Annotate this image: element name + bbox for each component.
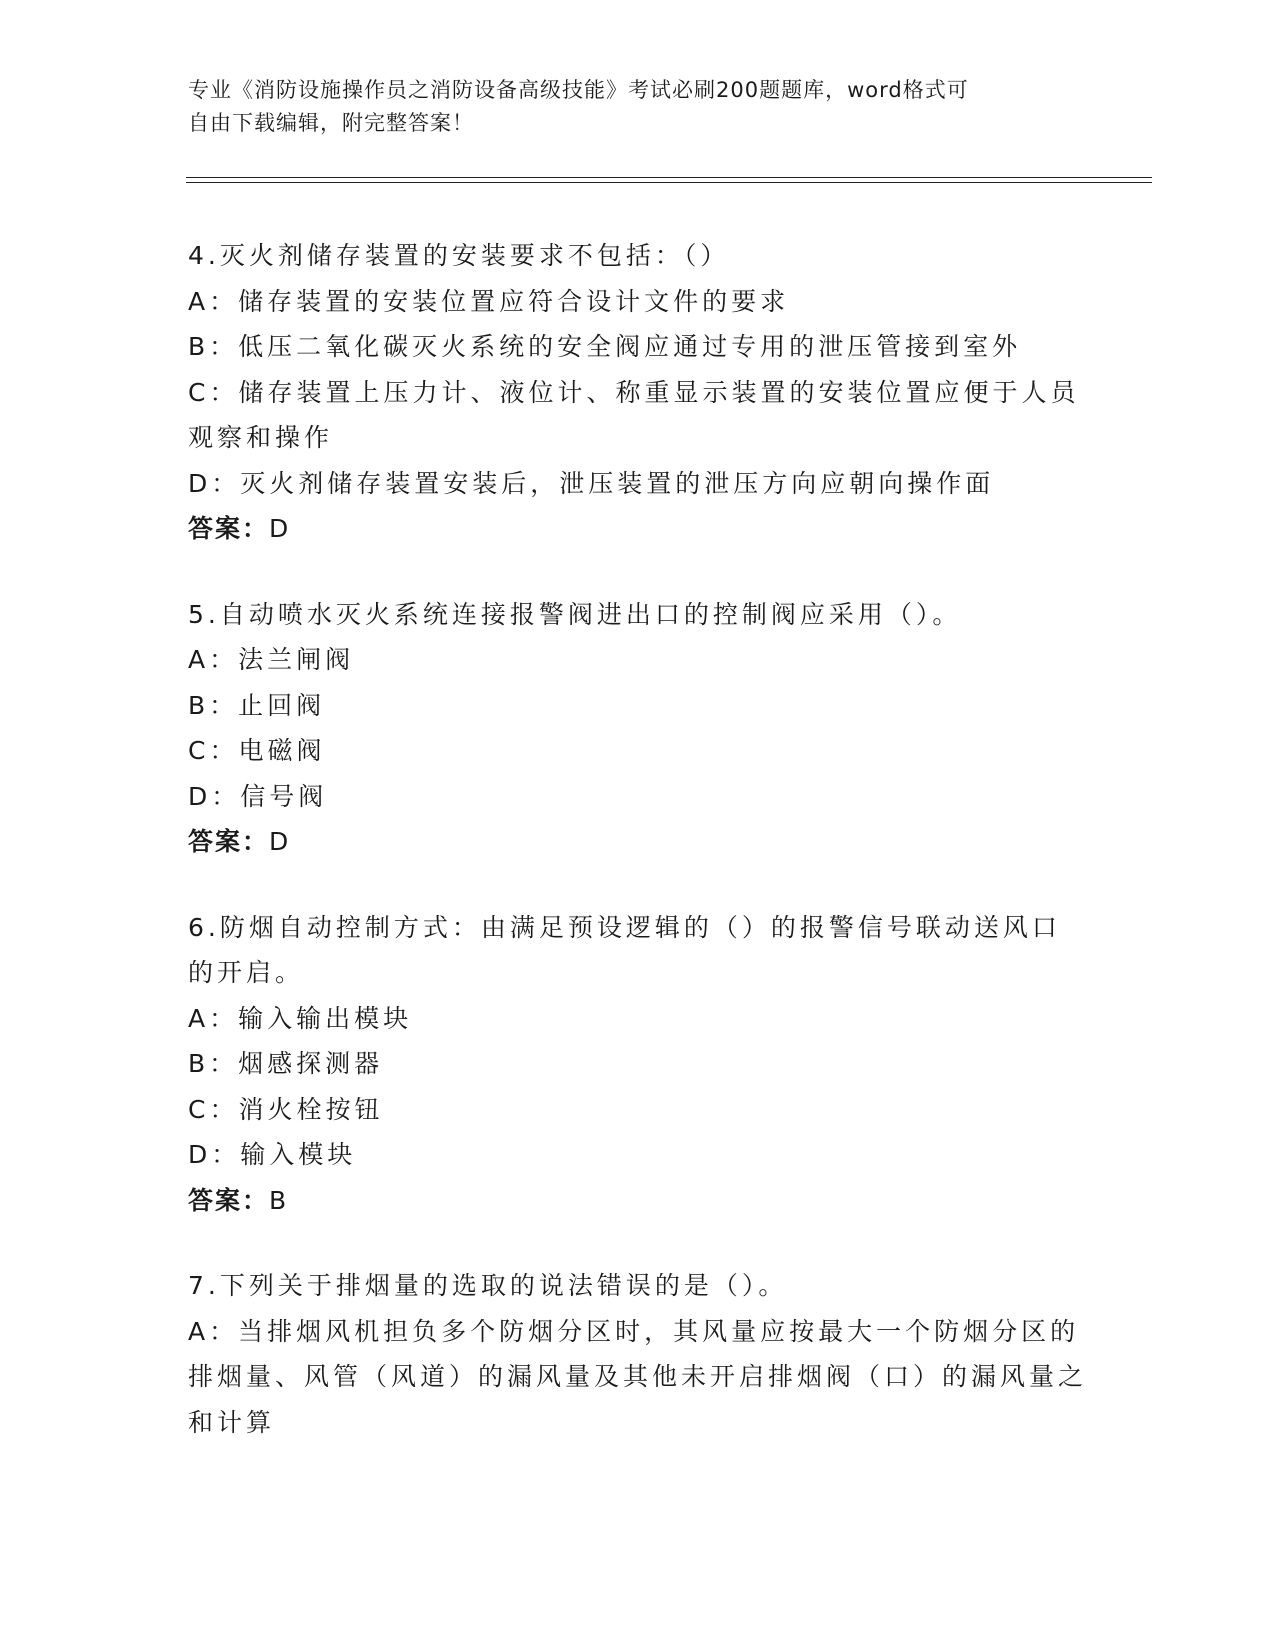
question-stem: 6.防烟自动控制方式：由满足预设逻辑的（）的报警信号联动送风口的开启。	[188, 912, 1061, 987]
question-stem: 4.灭火剂储存装置的安装要求不包括：（）	[188, 241, 730, 270]
header-divider-top	[186, 177, 1152, 178]
question-4	[188, 233, 1088, 552]
option-a: A：输入输出模块	[188, 1003, 413, 1033]
question-6	[188, 905, 1088, 1224]
intro-line-1: 专业《消防设施操作员之消防设备高级技能》考试必刷200题题库，word格式可	[188, 78, 969, 102]
option-b: B：止回阀	[188, 690, 326, 720]
option-c: C：消火栓按钮	[188, 1094, 384, 1124]
answer-value: D	[269, 827, 293, 856]
option-d: D：输入模块	[188, 1140, 357, 1169]
option-d: D：灭火剂储存装置安装后，泄压装置的泄压方向应朝向操作面	[188, 468, 995, 498]
answer-label: 答案：	[188, 827, 270, 856]
option-b: B：烟感探测器	[188, 1049, 384, 1078]
option-b: B：低压二氧化碳灭火系统的安全阀应通过专用的泄压管接到室外	[188, 332, 1022, 361]
answer-value: D	[269, 514, 293, 543]
answer-value: B	[269, 1185, 291, 1215]
question-stem: 7.下列关于排烟量的选取的说法错误的是（）。	[188, 1271, 788, 1300]
question-7	[188, 1263, 1088, 1445]
option-d: D：信号阀	[188, 781, 328, 811]
answer-label: 答案：	[188, 514, 270, 543]
answer-line	[188, 506, 1088, 552]
question-5	[188, 592, 1088, 865]
option-a: A：储存装置的安装位置应符合设计文件的要求	[188, 286, 790, 316]
answer-label: 答案：	[188, 1185, 270, 1215]
option-c: C：储存装置上压力计、液位计、称重显示装置的安装位置应便于人员观察和操作	[188, 377, 1080, 452]
question-stem: 5.自动喷水灭火系统连接报警阀进出口的控制阀应采用（）。	[188, 599, 962, 629]
answer-line	[188, 819, 1088, 865]
document-header	[188, 74, 1088, 140]
option-a: A：当排烟风机担负多个防烟分区时，其风量应按最大一个防烟分区的排烟量、风管（风道）的漏风量及其他未开启排烟阀（口）的漏风量之和计算	[188, 1316, 1088, 1437]
answer-line	[188, 1178, 1088, 1224]
question-list	[188, 233, 1088, 1485]
option-c: C：电磁阀	[188, 736, 326, 765]
intro-line-2: 自由下载编辑，附完整答案！	[188, 111, 474, 135]
option-a: A：法兰闸阀	[188, 645, 355, 674]
header-divider-bottom	[186, 182, 1152, 183]
